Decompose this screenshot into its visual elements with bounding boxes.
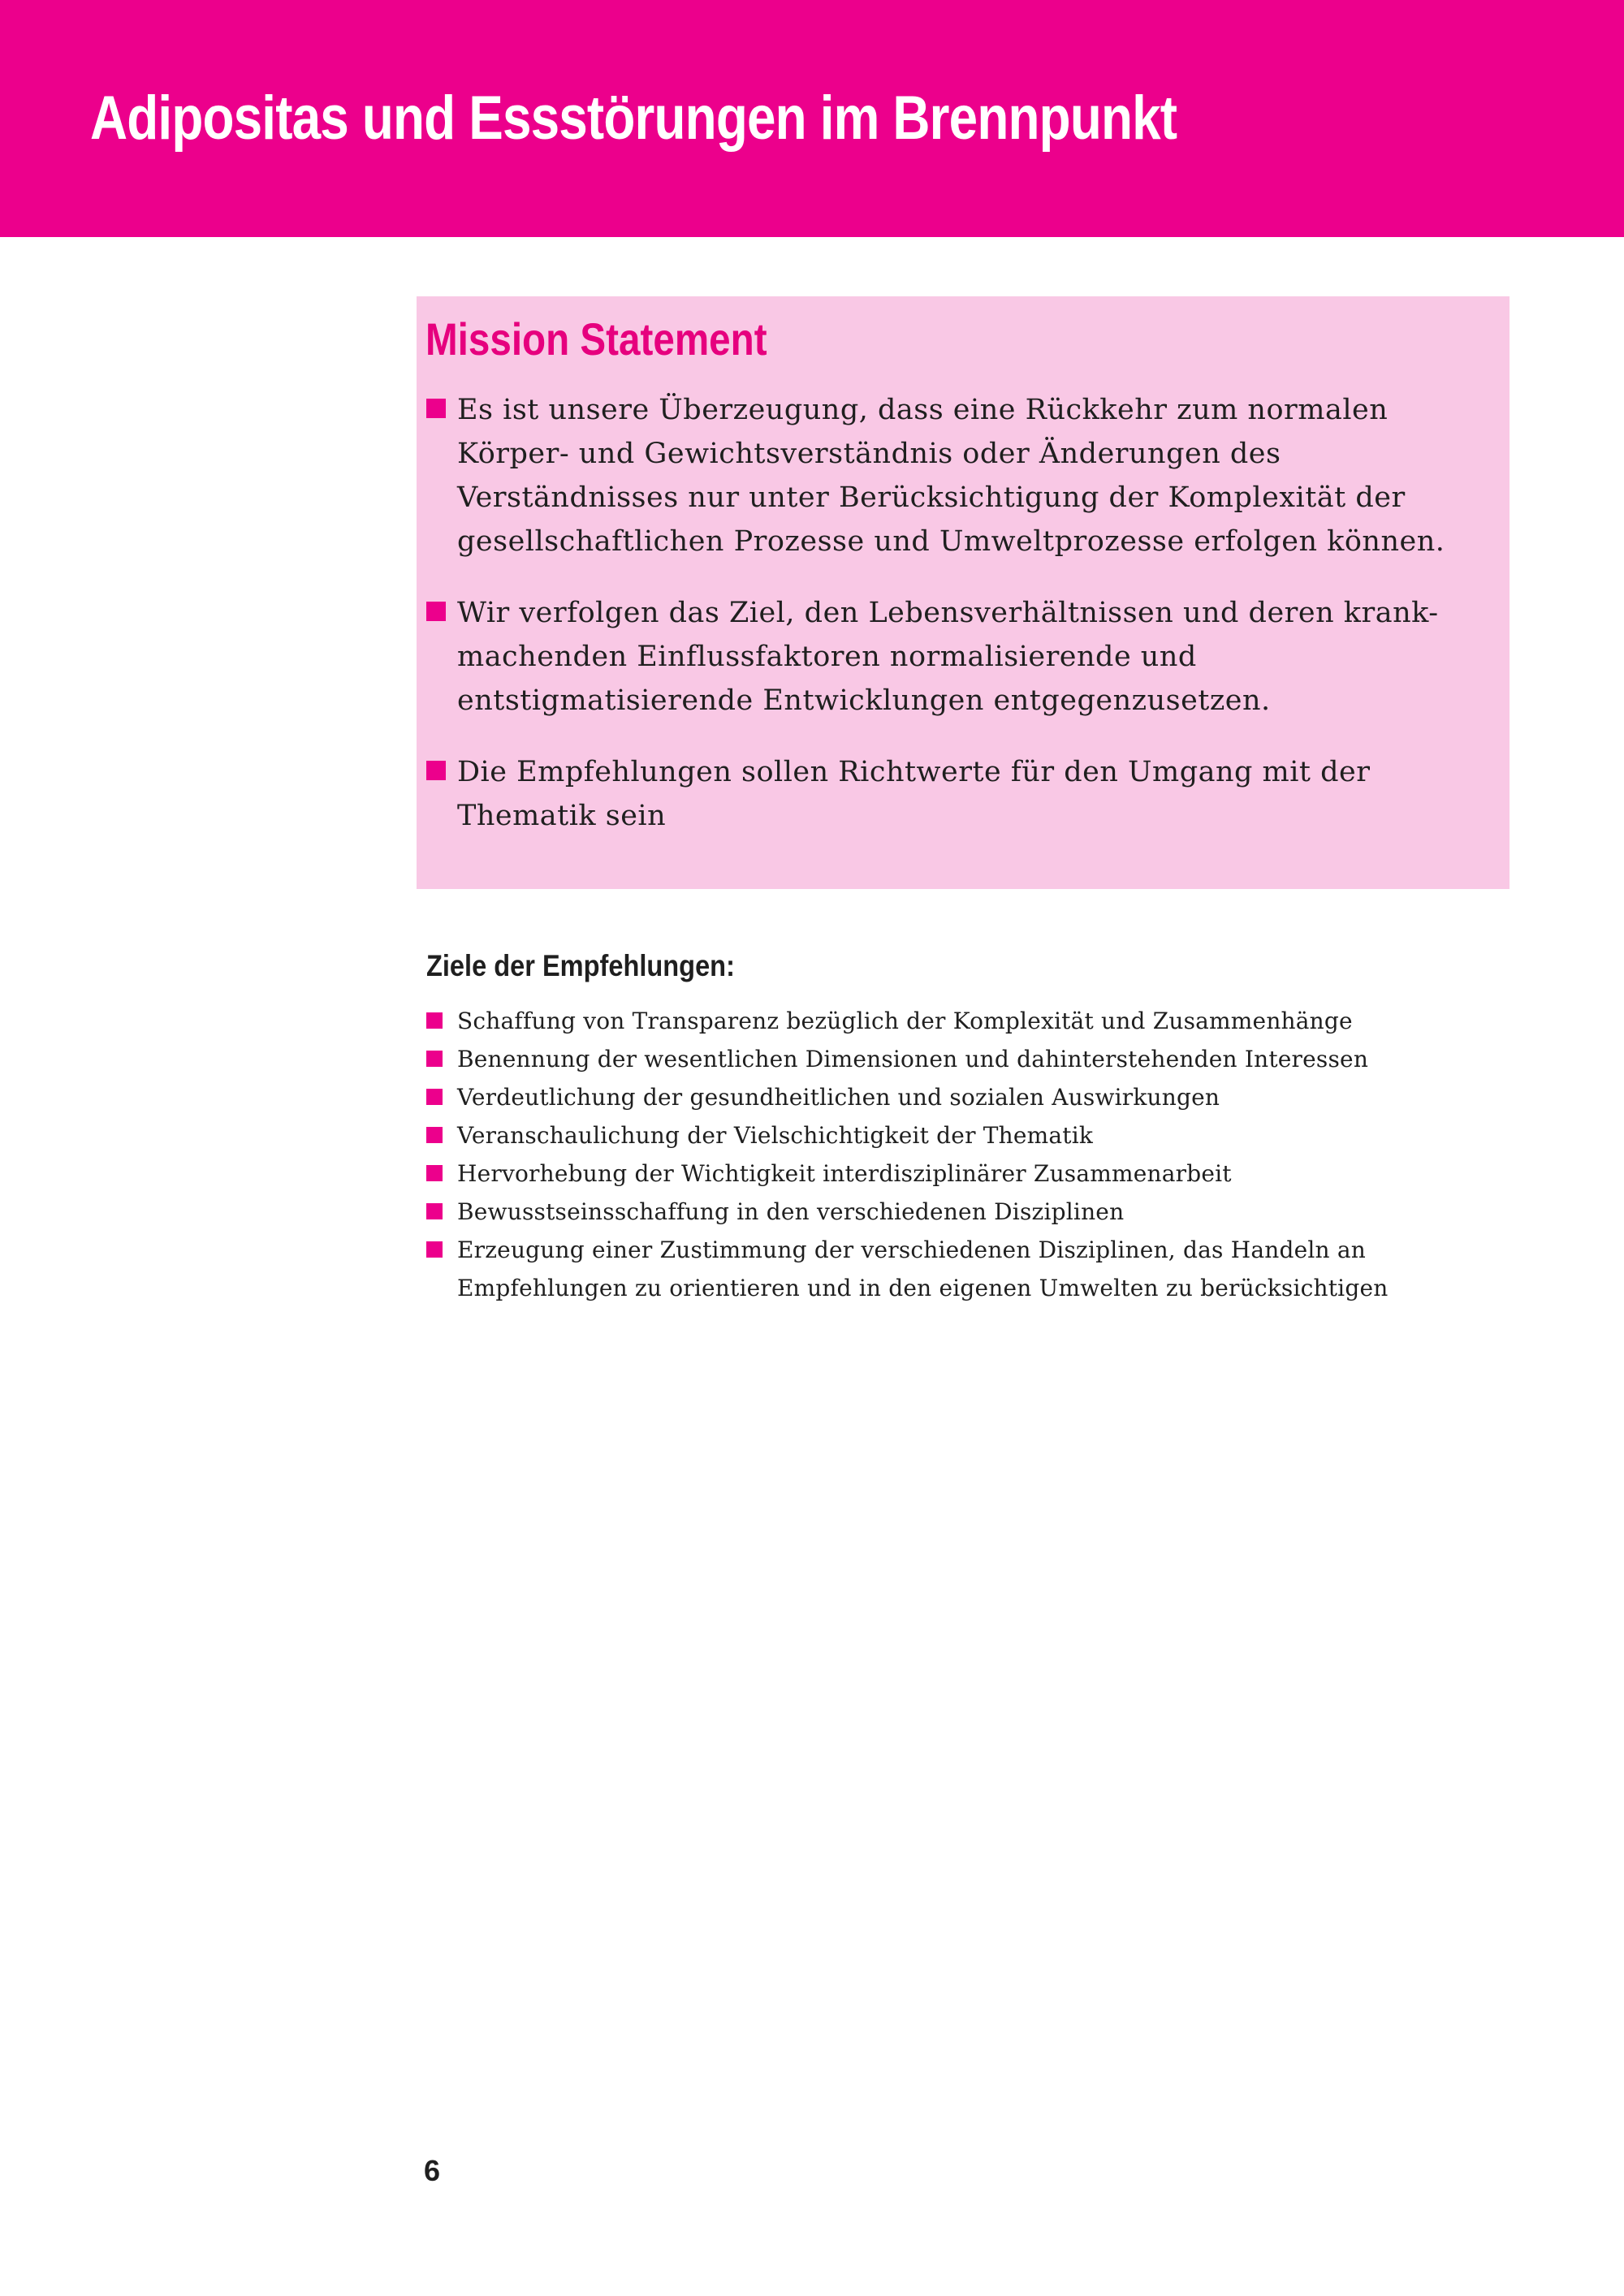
goal-item xyxy=(426,1040,1506,1078)
page-number: 6 xyxy=(424,2154,441,2187)
mission-heading: Mission Statement xyxy=(425,313,767,365)
goals-heading: Ziele der Empfehlungen: xyxy=(426,949,735,982)
goal-item-text: Schaffung von Transparenz bezüglich der Komplexität und Zusammenhänge xyxy=(457,1008,1353,1034)
square-bullet-icon xyxy=(426,1012,443,1029)
square-bullet-icon xyxy=(426,1165,443,1181)
square-bullet-icon xyxy=(426,1241,443,1258)
mission-item-text: Es ist unsere Überzeugung, dass eine Rückkehr zum normalen Körper- und Gewichtsverständnis oder Änderungen des Verständnisses nur unter Berücksichtigung der Komplexität der gesellschaftlichen Prozesse und Umweltprozesse erfolgen können. xyxy=(457,394,1445,558)
goal-item-text: Veranschaulichung der Vielschichtigkeit der Thematik xyxy=(457,1122,1094,1149)
square-bullet-icon xyxy=(426,761,446,780)
goal-item-text: Bewusstseinsschaffung in den verschiedenen Disziplinen xyxy=(457,1198,1125,1225)
header-band xyxy=(0,0,1624,237)
goal-item xyxy=(426,1002,1506,1040)
square-bullet-icon xyxy=(426,602,446,621)
square-bullet-icon xyxy=(426,399,446,418)
mission-item xyxy=(425,750,1502,838)
mission-statement-box xyxy=(417,296,1510,889)
goal-item-text: Hervorhebung der Wichtigkeit interdisziplinärer Zusammenarbeit xyxy=(457,1160,1232,1187)
page-title: Adipositas und Essstörungen im Brennpunkt xyxy=(90,84,1177,153)
square-bullet-icon xyxy=(426,1089,443,1105)
goal-item xyxy=(426,1154,1506,1193)
goal-item xyxy=(426,1193,1506,1231)
mission-item xyxy=(425,591,1502,723)
mission-list xyxy=(425,388,1502,865)
goal-item xyxy=(426,1116,1506,1154)
goals-list xyxy=(426,1002,1506,1307)
goal-item xyxy=(426,1231,1506,1307)
mission-item xyxy=(425,388,1502,563)
mission-item-text: Wir verfolgen das Ziel, den Lebensverhältnissen und deren krank- machenden Einflussfaktoren normalisierende und entstigmatisierende Entwicklungen entgegenzusetzen. xyxy=(457,597,1439,717)
goal-item-text: Verdeutlichung der gesundheitlichen und sozialen Auswirkungen xyxy=(457,1084,1220,1111)
square-bullet-icon xyxy=(426,1127,443,1143)
goal-item xyxy=(426,1078,1506,1116)
goal-item-text: Benennung der wesentlichen Dimensionen und dahinterstehenden Interessen xyxy=(457,1046,1369,1072)
goal-item-text: Erzeugung einer Zustimmung der verschiedenen Disziplinen, das Handeln an Empfehlungen zu orientieren und in den eigenen Umwelten zu berücksichtigen xyxy=(457,1236,1389,1301)
mission-item-text: Die Empfehlungen sollen Richtwerte für den Umgang mit der Thematik sein xyxy=(457,756,1371,832)
square-bullet-icon xyxy=(426,1203,443,1219)
square-bullet-icon xyxy=(426,1051,443,1067)
